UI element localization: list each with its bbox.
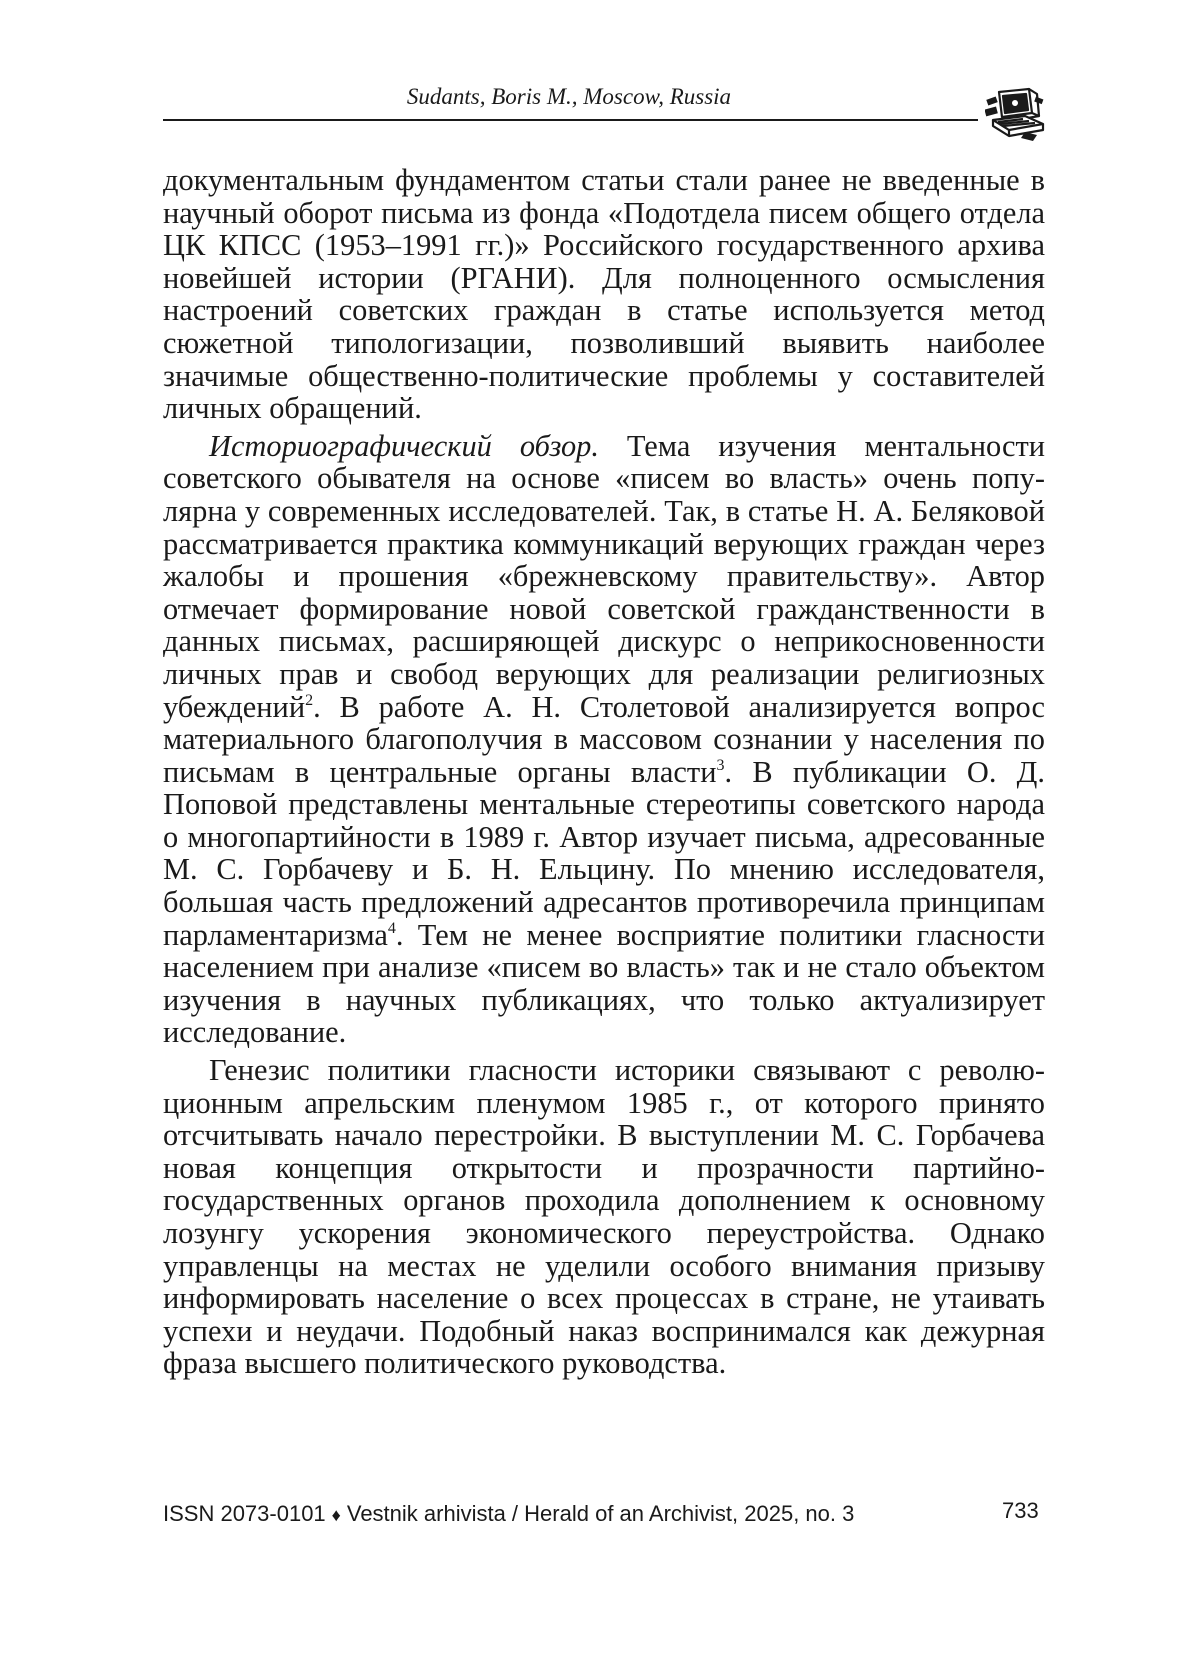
footnote-ref-4: 4 (387, 919, 396, 937)
paragraph-2-text-b: . В работе А. Н. Столетовой анализируется вопрос материального благополучия в массовом сознании у населения по письмам в центральные органы власти (163, 689, 1045, 789)
paragraph-1: документальным фундаментом статьи стали ранее не введенные в научный оборот письма из фонда «Подотдела писем общего отдела ЦК КПСС (1953–1991 гг.)» Российского государственного архива новейшей истории (РГАНИ). Для полноценного осмысления настроений советских граждан в статье используется метод сюжетной типологизации, позволивший выявить наиболее значимые общественно-политические проблемы у составителей личных обращений. (163, 163, 1045, 426)
paragraph-3: Генезис политики гласности историки связывают с революционным апрельским пленумом 1985 г., от которого принято отсчитывать начало перестройки. В выступлении М. С. Горбачева новая концепция открытости и прозрачности партийно-государственных органов проходила дополнением к основному лозунгу ускорения экономического переустройства. Однако управленцы на местах не уделили особого внимания призыву информировать население о всех процессах в стране, не утаивать успехи и неудачи. Подобный наказ воспринимался как дежурная фраза высшего политического руководства. (163, 1053, 1045, 1381)
issn: ISSN 2073-0101 (163, 1501, 326, 1526)
paragraph-2-text-a: Тема изучения ментальности советского обывателя на основе «писем во власть» очень популярна у современных исследователей. Так, в статье Н. А. Беляковой рассматривается практика коммуникаций верующих граждан через жалобы и прошения «брежневскому правительству». Автор отмечает формирование новой советской гражданственности в данных письмах, расширяющей дискурс о неприкосновенности личных прав и свобод верующих для реализации религиозных убеждений (163, 428, 1045, 724)
paragraph-2-text-c: . В публикации О. Д. Поповой представлены ментальные стереотипы советского народа о многопартийности в 1989 г. Автор изучает письма, адресованные М. С. Горбачеву и Б. Н. Ельцину. По мнению исследователя, большая часть предложений адресантов противоречила принципам парламентаризма (163, 754, 1045, 952)
computer-icon (985, 86, 1047, 144)
footnote-ref-2: 2 (305, 691, 314, 709)
footer (163, 1500, 854, 1529)
paragraph-2-text-d: . Тем не менее восприятие политики гласности населением при анализе «писем во власть» так и не стало объектом изучения в научных публикациях, что только актуализирует исследование. (163, 917, 1045, 1050)
running-head: Sudants, Boris M., Moscow, Russia (406, 84, 732, 109)
diamond-separator: ♦ (331, 1505, 341, 1525)
paragraph-2 (163, 430, 1045, 1049)
article-body (163, 164, 1045, 1380)
header-rule (163, 119, 978, 121)
section-heading: Историографический обзор. (209, 428, 599, 463)
journal-citation: Vestnik arhivista / Herald of an Archivist, 2025, no. 3 (346, 1501, 855, 1526)
page-number: 733 (1002, 1498, 1039, 1523)
footnote-ref-3: 3 (716, 756, 725, 774)
